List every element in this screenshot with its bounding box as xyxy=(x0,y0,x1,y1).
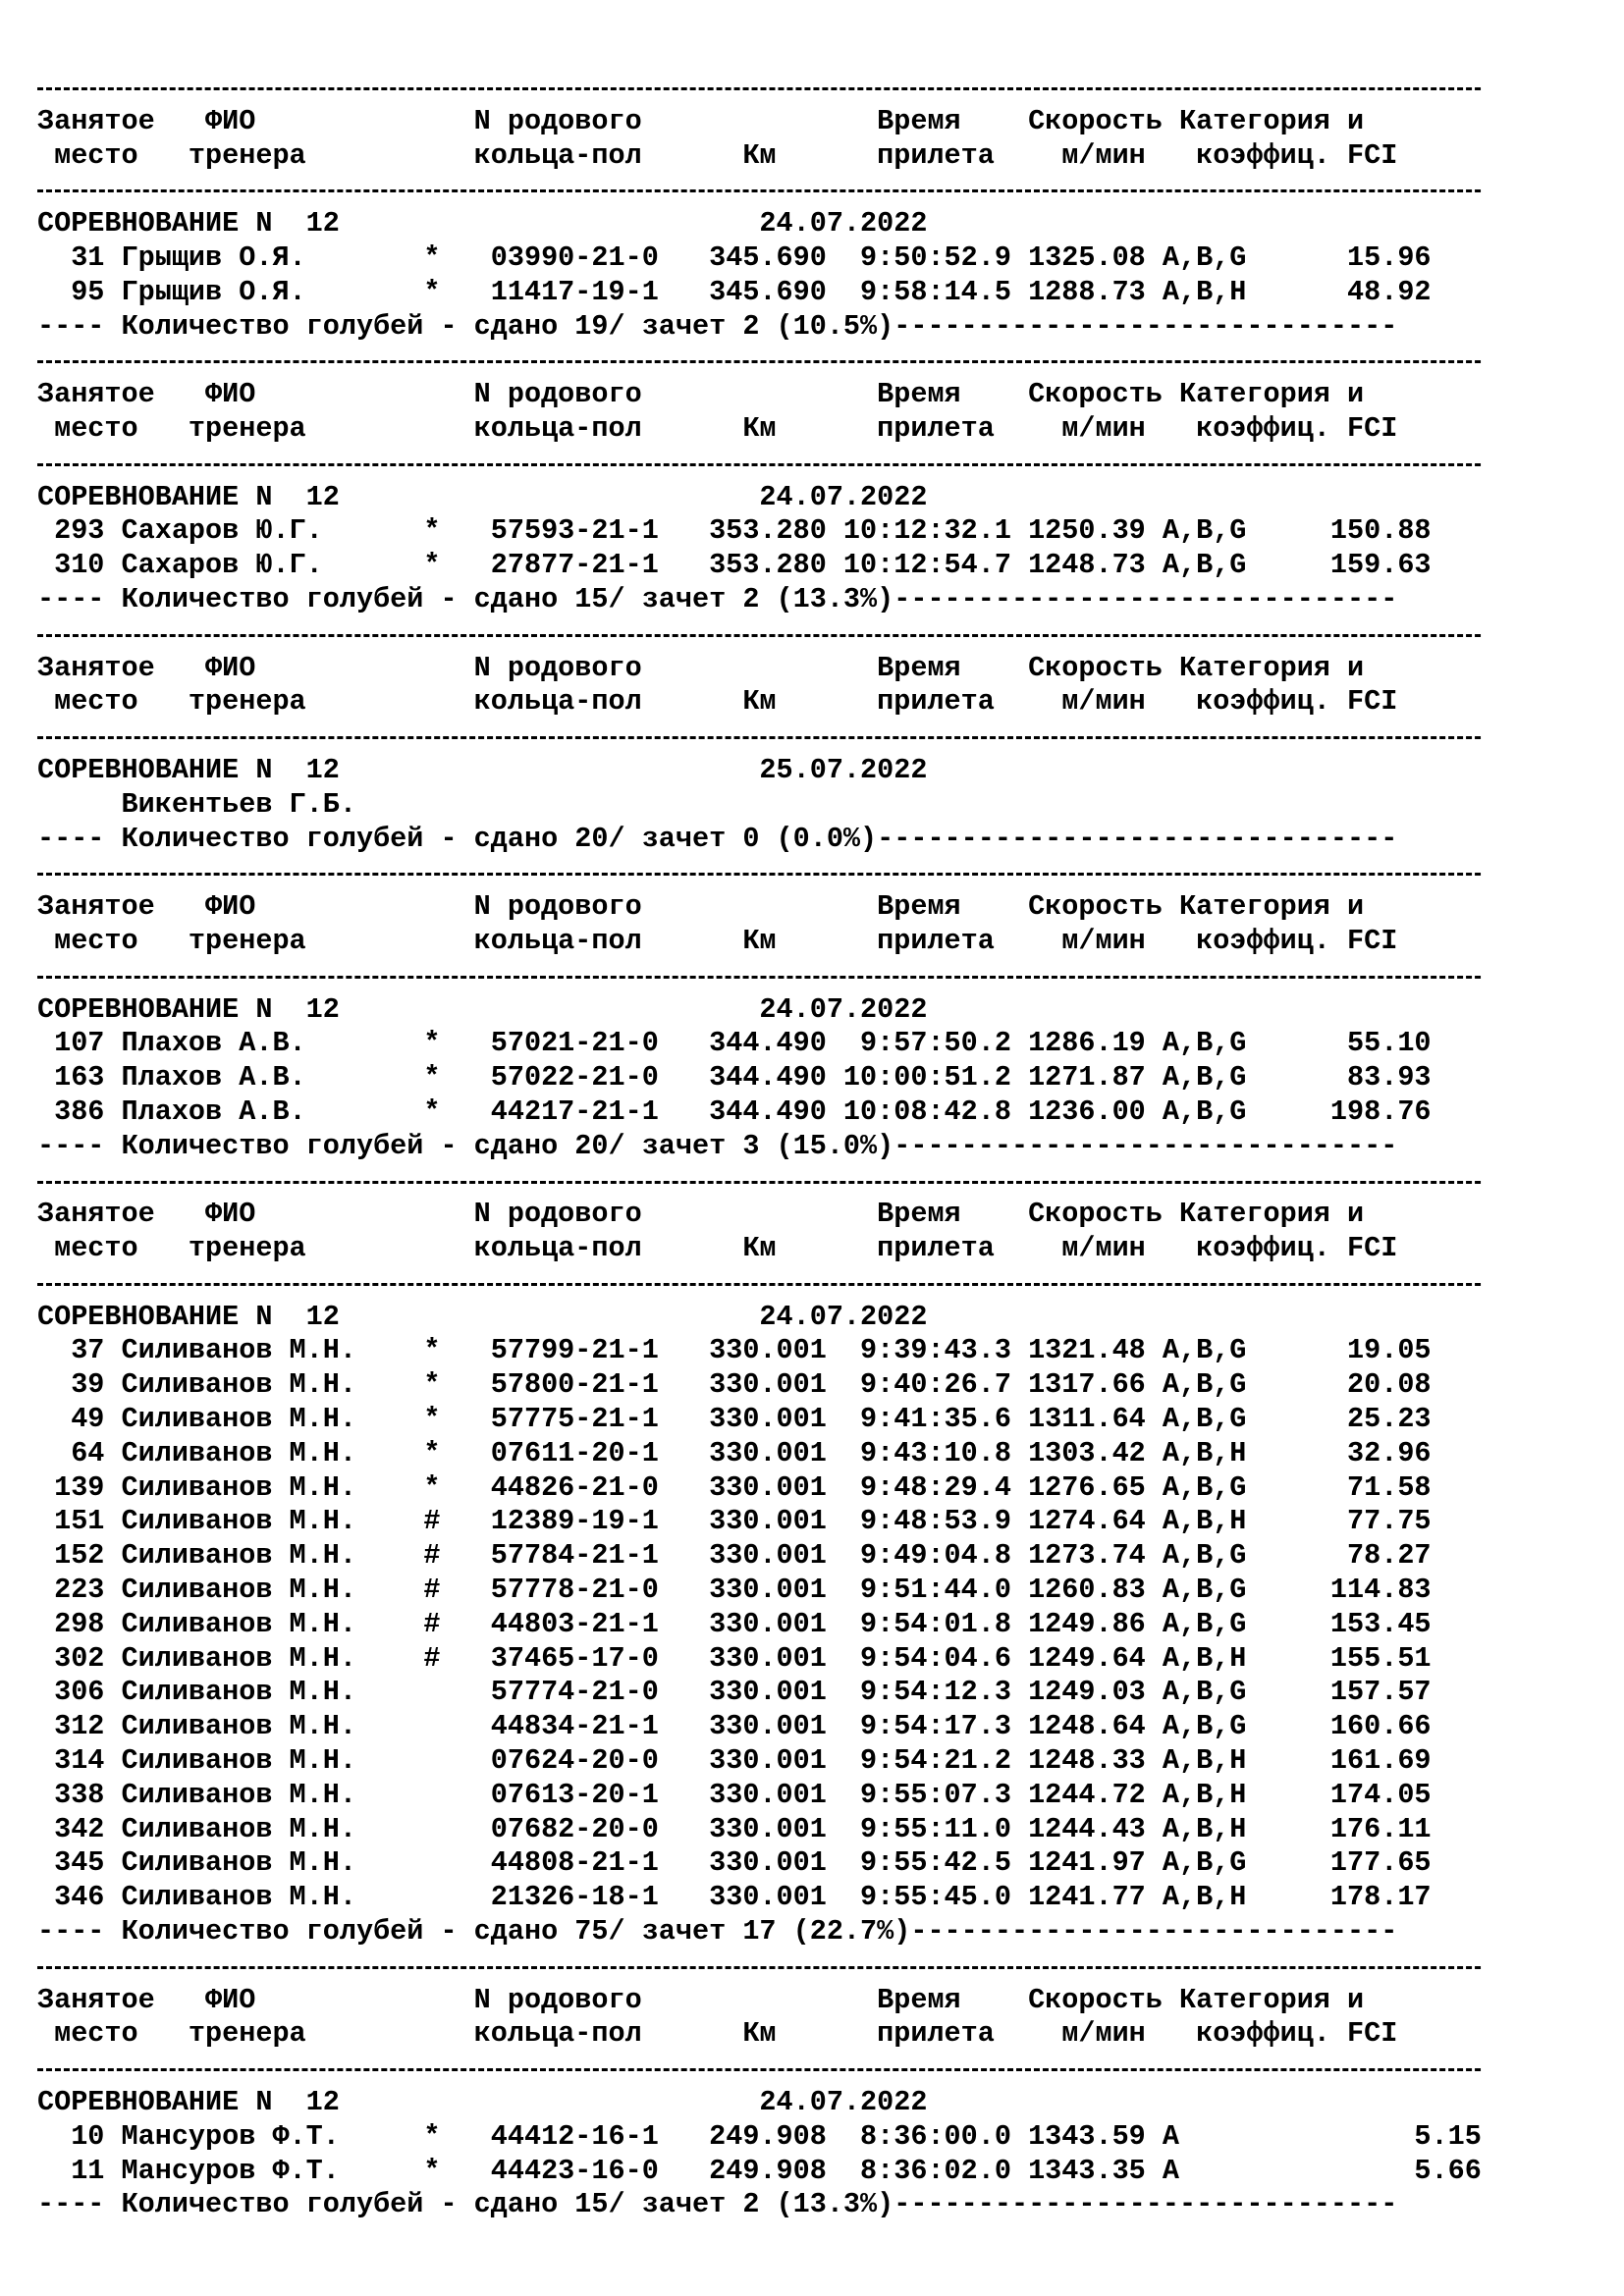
result-row: 95 Грыщив О.Я. * 11417-19-1 345.690 9:58:14.5 1288.73 A,B,H 48.92 xyxy=(37,275,1432,308)
result-row: 39 Силиванов М.Н. * 57800-21-1 330.001 9:40:26.7 1317.66 A,B,G 20.08 xyxy=(37,1368,1432,1402)
dashed-separator xyxy=(37,1164,1482,1199)
dashed-separator xyxy=(37,344,1482,378)
result-row: 293 Сахаров Ю.Г. * 57593-21-1 353.280 10:12:32.1 1250.39 A,B,G 150.88 xyxy=(37,514,1432,548)
header-row-1: Занятое ФИО N родового Время Скорость Категория и xyxy=(37,890,1365,924)
result-row: 345 Силиванов М.Н. 44808-21-1 330.001 9:55:42.5 1241.97 A,B,G 177.65 xyxy=(37,1846,1432,1880)
dashed-separator xyxy=(37,1949,1482,1984)
result-row: 314 Силиванов М.Н. 07624-20-0 330.001 9:54:21.2 1248.33 A,B,H 161.69 xyxy=(37,1744,1432,1778)
result-row: 49 Силиванов М.Н. * 57775-21-1 330.001 9:41:35.6 1311.64 A,B,G 25.23 xyxy=(37,1403,1432,1436)
summary-line: ---- Количество голубей - сдано 19/ зачет 2 (10.5%)------------------------------ xyxy=(37,309,1398,343)
summary-line: ---- Количество голубей - сдано 15/ зачет 2 (13.3%)------------------------------ xyxy=(37,582,1398,615)
header-row-1: Занятое ФИО N родового Время Скорость Категория и xyxy=(37,1983,1365,2016)
result-row: 37 Силиванов М.Н. * 57799-21-1 330.001 9:39:43.3 1321.48 A,B,G 19.05 xyxy=(37,1334,1432,1367)
dashed-separator xyxy=(37,856,1482,890)
result-row: 10 Мансуров Ф.Т. * 44412-16-1 249.908 8:36:00.0 1343.59 A 5.15 xyxy=(37,2119,1482,2153)
header-row-2: место тренера кольца-пол Км прилета м/мин коэффиц. FCI xyxy=(37,2017,1398,2051)
dashed-separator xyxy=(37,71,1482,105)
result-row: 346 Силиванов М.Н. 21326-18-1 330.001 9:55:45.0 1241.77 A,B,H 178.17 xyxy=(37,1881,1432,1914)
dashed-separator xyxy=(37,173,1482,207)
dashed-separator xyxy=(37,720,1482,754)
result-row: 64 Силиванов М.Н. * 07611-20-1 330.001 9:43:10.8 1303.42 A,B,H 32.96 xyxy=(37,1436,1432,1469)
summary-line: ---- Количество голубей - сдано 20/ зачет 0 (0.0%)------------------------------- xyxy=(37,822,1398,855)
dashed-separator xyxy=(37,617,1482,652)
competition-line: СОРЕВНОВАНИЕ N 12 25.07.2022 xyxy=(37,753,928,786)
result-row: 139 Силиванов М.Н. * 44826-21-0 330.001 9:48:29.4 1276.65 A,B,G 71.58 xyxy=(37,1470,1432,1504)
dashed-separator xyxy=(37,959,1482,993)
header-row-2: место тренера кольца-пол Км прилета м/мин коэффиц. FCI xyxy=(37,924,1398,957)
summary-line: ---- Количество голубей - сдано 20/ зачет 3 (15.0%)------------------------------ xyxy=(37,1129,1398,1162)
result-row: 306 Силиванов М.Н. 57774-21-0 330.001 9:54:12.3 1249.03 A,B,G 157.57 xyxy=(37,1676,1432,1709)
header-row-1: Занятое ФИО N родового Время Скорость Категория и xyxy=(37,104,1365,137)
result-row: 163 Плахов А.В. * 57022-21-0 344.490 10:00:51.2 1271.87 A,B,G 83.93 xyxy=(37,1061,1432,1095)
header-row-1: Занятое ФИО N родового Время Скорость Категория и xyxy=(37,378,1365,411)
result-row: 11 Мансуров Ф.Т. * 44423-16-0 249.908 8:36:02.0 1343.35 A 5.66 xyxy=(37,2154,1482,2187)
result-row: 302 Силиванов М.Н. # 37465-17-0 330.001 9:54:04.6 1249.64 A,B,H 155.51 xyxy=(37,1641,1432,1675)
competition-line: СОРЕВНОВАНИЕ N 12 24.07.2022 xyxy=(37,207,928,240)
result-row: Викентьев Г.Б. xyxy=(37,787,356,821)
header-row-1: Занятое ФИО N родового Время Скорость Категория и xyxy=(37,651,1365,684)
result-row: 151 Силиванов М.Н. # 12389-19-1 330.001 9:48:53.9 1274.64 A,B,H 77.75 xyxy=(37,1505,1432,1538)
result-row: 342 Силиванов М.Н. 07682-20-0 330.001 9:55:11.0 1244.43 A,B,H 176.11 xyxy=(37,1812,1432,1845)
section-block xyxy=(37,344,1482,616)
result-row: 107 Плахов А.В. * 57021-21-0 344.490 9:57:50.2 1286.19 A,B,G 55.10 xyxy=(37,1027,1432,1060)
result-row: 310 Сахаров Ю.Г. * 27877-21-1 353.280 10:12:54.7 1248.73 A,B,G 159.63 xyxy=(37,549,1432,582)
dashed-separator xyxy=(37,2052,1482,2086)
result-row: 152 Силиванов М.Н. # 57784-21-1 330.001 9:49:04.8 1273.74 A,B,G 78.27 xyxy=(37,1539,1432,1573)
header-row-2: место тренера кольца-пол Км прилета м/мин коэффиц. FCI xyxy=(37,1232,1398,1265)
result-row: 223 Силиванов М.Н. # 57778-21-0 330.001 9:51:44.0 1260.83 A,B,G 114.83 xyxy=(37,1574,1432,1607)
result-row: 312 Силиванов М.Н. 44834-21-1 330.001 9:54:17.3 1248.64 A,B,G 160.66 xyxy=(37,1710,1432,1743)
header-row-2: место тренера кольца-пол Км прилета м/мин коэффиц. FCI xyxy=(37,138,1398,172)
section-block xyxy=(37,1949,1482,2222)
competition-line: СОРЕВНОВАНИЕ N 12 24.07.2022 xyxy=(37,1300,928,1333)
header-row-2: место тренера кольца-пол Км прилета м/мин коэффиц. FCI xyxy=(37,411,1398,445)
result-row: 386 Плахов А.В. * 44217-21-1 344.490 10:08:42.8 1236.00 A,B,G 198.76 xyxy=(37,1095,1432,1128)
section-block xyxy=(37,856,1482,1163)
section-block xyxy=(37,1164,1482,1949)
dashed-separator xyxy=(37,1266,1482,1301)
competition-line: СОРЕВНОВАНИЕ N 12 24.07.2022 xyxy=(37,480,928,513)
competition-line: СОРЕВНОВАНИЕ N 12 24.07.2022 xyxy=(37,2086,928,2119)
result-row: 31 Грыщив О.Я. * 03990-21-0 345.690 9:50:52.9 1325.08 A,B,G 15.96 xyxy=(37,240,1432,274)
summary-line: ---- Количество голубей - сдано 15/ зачет 2 (13.3%)------------------------------ xyxy=(37,2188,1398,2221)
competition-line: СОРЕВНОВАНИЕ N 12 24.07.2022 xyxy=(37,992,928,1026)
dashed-separator xyxy=(37,447,1482,481)
summary-line: ---- Количество голубей - сдано 75/ зачет 17 (22.7%)----------------------------- xyxy=(37,1915,1398,1949)
results-document xyxy=(37,71,1482,2222)
section-block xyxy=(37,617,1482,857)
result-row: 298 Силиванов М.Н. # 44803-21-1 330.001 9:54:01.8 1249.86 A,B,G 153.45 xyxy=(37,1607,1432,1640)
header-row-1: Занятое ФИО N родового Время Скорость Категория и xyxy=(37,1198,1365,1231)
section-block xyxy=(37,71,1482,344)
result-row: 338 Силиванов М.Н. 07613-20-1 330.001 9:55:07.3 1244.72 A,B,H 174.05 xyxy=(37,1778,1432,1811)
header-row-2: место тренера кольца-пол Км прилета м/мин коэффиц. FCI xyxy=(37,685,1398,719)
